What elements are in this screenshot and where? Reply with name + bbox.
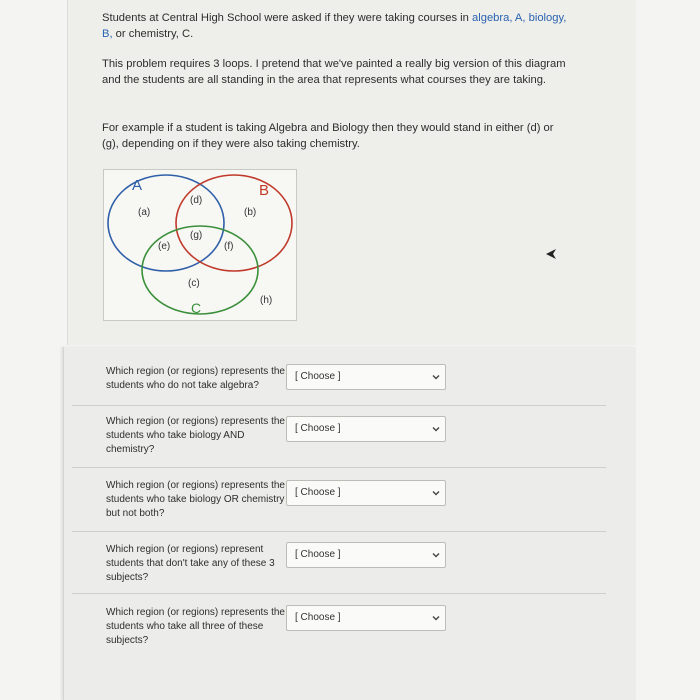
region-label-d: (d): [190, 195, 203, 206]
answer-select-4[interactable]: [286, 542, 446, 568]
question-row-3: [64, 467, 636, 531]
region-label-h: (h): [260, 295, 273, 306]
chevron-down-icon: [432, 614, 440, 622]
select-value: [ Choose ]: [295, 487, 341, 498]
questions-panel: [63, 347, 636, 700]
select-value: [ Choose ]: [295, 549, 341, 560]
question-text-4: Which region (or regions) represent students that don't take any of these 3 subjects?: [106, 544, 275, 583]
biology-label: biology, B,: [102, 12, 567, 40]
row-divider: [72, 467, 606, 468]
intro-paragraph-3: For example if a student is taking Algebra and Biology then they would stand in either (d) or (g), depending on if they were also taking chemistry.: [102, 122, 554, 150]
select-value: [ Choose ]: [295, 371, 341, 382]
algebra-label: algebra, A,: [472, 12, 526, 24]
answer-select-5[interactable]: [286, 605, 446, 631]
chevron-down-icon: [432, 425, 440, 433]
circle-algebra: [108, 175, 224, 271]
question-text-5: Which region (or regions) represents the students who take all three of these subjects?: [106, 607, 285, 646]
mouse-pointer-icon: [544, 247, 558, 261]
question-text-3: Which region (or regions) represents the students who take biology OR chemistry but not both?: [106, 480, 285, 519]
chevron-down-icon: [432, 373, 440, 381]
set-label-c: C: [191, 300, 202, 316]
question-row-1: [64, 355, 636, 407]
answer-select-1[interactable]: [286, 364, 446, 390]
region-label-b: (b): [244, 207, 257, 218]
select-value: [ Choose ]: [295, 612, 341, 623]
intro-text-end: or chemistry, C.: [112, 28, 194, 40]
select-value: [ Choose ]: [295, 423, 341, 434]
question-row-5: [64, 593, 636, 657]
set-label-b: B: [259, 182, 270, 199]
region-label-g: (g): [190, 230, 203, 241]
question-text-1: Which region (or regions) represents the students who do not take algebra?: [106, 366, 285, 391]
question-row-2: [64, 405, 636, 467]
row-divider: [72, 531, 606, 532]
chevron-down-icon: [432, 489, 440, 497]
chevron-down-icon: [432, 551, 440, 559]
question-row-4: [64, 531, 636, 593]
intro-text: Students at Central High School were asked if they were taking courses in: [102, 12, 473, 24]
venn-diagram: [103, 169, 297, 321]
answer-select-2[interactable]: [286, 416, 446, 442]
region-label-a: (a): [138, 207, 151, 218]
answer-select-3[interactable]: [286, 480, 446, 506]
question-text-2: Which region (or regions) represents the students who take biology AND chemistry?: [106, 416, 285, 455]
row-divider: [72, 405, 606, 406]
region-label-e: (e): [158, 241, 171, 252]
set-label-a: A: [132, 177, 143, 194]
intro-paragraph-1: [102, 10, 572, 42]
region-label-c: (c): [188, 278, 200, 289]
circle-biology: [176, 175, 292, 271]
row-divider: [72, 593, 606, 594]
intro-paragraph-2: This problem requires 3 loops. I pretend that we've painted a really big version of this diagram and the students are all standing in the area that represents what courses they are taking.: [102, 58, 566, 86]
region-label-f: (f): [224, 241, 234, 252]
